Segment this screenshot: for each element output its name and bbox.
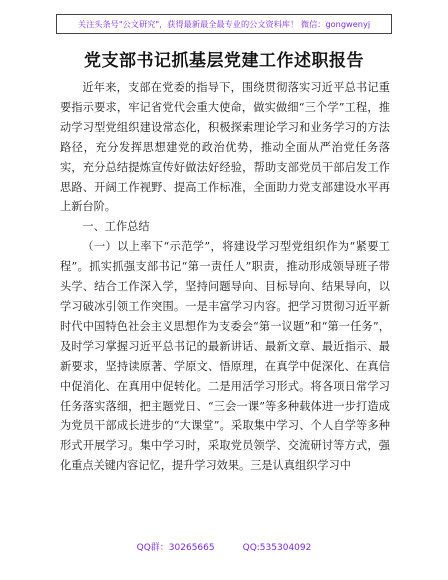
footer-qq: QQ:535304092	[242, 543, 312, 553]
document-body	[60, 78, 390, 476]
footer-qq-group: QQ群：30265665	[136, 543, 215, 553]
promo-banner-text: 关注头条号"公文研究"，获得最新最全最专业的公文资料库！ 微信：gongwenyj	[77, 18, 371, 29]
intro-paragraph: 近年来，支部在党委的指导下，围绕贯彻落实习近平总书记重要指示要求，牢记省党代会重大使命，做实做细“三个学”工程，推动学习型党组织建设常态化，积极探索理论学习和业务学习的方法路径，充分发挥思想建党的政治优势，推动全面从严治党任务落实，充分总结提炼宣传好做法好经验，帮助支部党员干部启发工作思路、开阔工作视野、提高工作标准，全面助力党支部建设水平再上新台阶。	[60, 81, 390, 214]
footer-contact	[0, 540, 448, 553]
section-heading: 一、工作总结	[82, 220, 150, 234]
section-item-paragraph: （一）以上率下“示范学”，将建设学习型党组织作为“紧要工程”。抓实抓强支部书记“第一责任人”职责，推动形成领导班子带头学、结合工作深入学，坚持问题导向、目标导向、结果导向，以学习破冰引领工作突围。一是丰富学习内容。把学习贯彻习近平新时代中国特色社会主义思想作为支委会“第一议题”和“第一任务”，及时学习掌握习近平总书记的最新讲话、最新文章、最近指示、最新要求，坚持读原著、学原文、悟原理，在真学中促深化、在真信中促消化、在真用中促转化。二是用活学习形式。将各项日常学习任务落实落细，把主题党日、“三会一课”等多种载体进一步打造成为党员干部成长进步的“大课堂”。采取集中学习、个人自学等多种形式开展学习。集中学习时，采取党员领学、交流研讨等方式，强化重点关键内容记忆，提升学习效果。三是认真组织学习中	[60, 240, 390, 473]
document-title: 党支部书记抓基层党建工作述职报告	[84, 51, 364, 71]
promo-banner	[56, 14, 392, 34]
